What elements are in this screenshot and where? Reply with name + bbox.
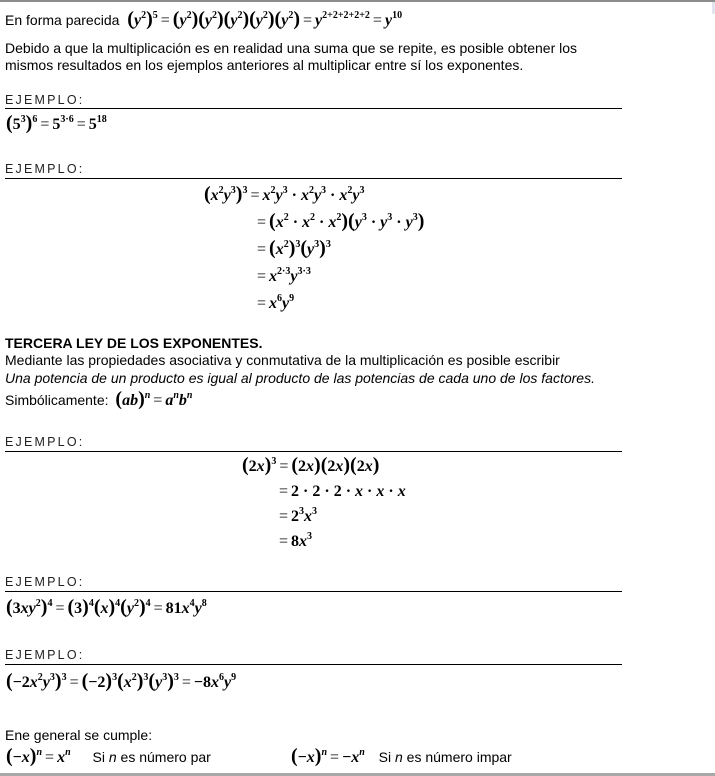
exp-sum: 2+2+2+2+2	[322, 10, 370, 21]
example2-derivation	[204, 182, 424, 317]
example-label: EJEMPLO:	[5, 162, 85, 176]
divider	[5, 451, 622, 452]
example3-derivation	[242, 454, 406, 554]
exp-result: 10	[392, 10, 403, 21]
example4-formula: $(3xy^2)^4 = (3)^4(x)^4(y^2)^4 = 81x^4y^8$	[6, 596, 207, 618]
window-top-border	[0, 0, 715, 2]
paragraph-line-1: Debido a que la multiplicación es en realidad una suma que se repite, es posible obtener los	[5, 40, 578, 56]
symbolic-formula: $(ab)^n = a^nb^n$	[115, 388, 193, 410]
step-2: = 2 · 2 · 2 · x · x · x	[279, 483, 406, 500]
intro-formula: $(y^2)^5 = (y^2)(y^2)(y^2)(y^2)(y^2) = y^{2+2+2+2+2} = y^{10}$	[127, 8, 403, 30]
symbolic-label: Simbólicamente:	[5, 392, 109, 408]
step-3: = $(x^2)^3(y^3)^3$	[257, 237, 331, 259]
paragraph-line-2: mismos resultados en los ejemplos anteriores al multiplicar entre sí los exponentes.	[5, 57, 524, 73]
general-even-rule	[6, 745, 211, 767]
general-lead: Ene general se cumple:	[5, 727, 153, 743]
divider	[5, 664, 622, 665]
intro-lead: En forma parecida	[5, 12, 120, 28]
example-label: EJEMPLO:	[5, 435, 85, 449]
section-line-1: Mediante las propiedades asociativa y conmutativa de la multiplicación es posible escribir	[5, 352, 560, 368]
example-label: EJEMPLO:	[5, 575, 85, 589]
general-odd-rule	[291, 745, 512, 767]
example1-formula: $(5^3)^6 = 5^{3\cdot 6} = 5^{18}$	[6, 112, 107, 134]
section-title: TERCERA LEY DE LOS EXPONENTES.	[5, 335, 263, 351]
example5-formula: $(-2x^2y^3)^3 = (-2)^3(x^2)^3(y^3)^3 = -8x^6y^9$	[6, 670, 237, 692]
step-1: $(2x)^3 = (2x)(2x)(2x)$	[242, 454, 380, 476]
divider	[5, 108, 622, 109]
divider	[5, 591, 622, 592]
odd-formula: $(-x)^n = -x^n$	[291, 745, 365, 767]
step-5: = $x^6y^9$	[257, 293, 295, 312]
symbolic-line	[5, 388, 193, 410]
intro-line	[5, 8, 403, 30]
odd-condition: Si n es número impar	[378, 749, 512, 765]
even-condition: Si n es número par	[92, 749, 211, 765]
even-formula: $(-x)^n = x^n$	[6, 745, 71, 767]
divider	[5, 178, 622, 179]
step-3: = $2^3x^3$	[279, 506, 318, 525]
step-1: $(x^2y^3)^3 = x^2y^3 \cdot x^2y^3 \cdot x^2y^3$	[204, 183, 365, 205]
step-4: = $x^{2\cdot 3}y^{3\cdot 3}$	[257, 266, 311, 285]
section-line-2: Una potencia de un producto es igual al producto de las potencias de cada uno de los factores.	[5, 370, 595, 386]
example-label: EJEMPLO:	[5, 648, 85, 662]
step-2: = $(x^2 \cdot x^2 \cdot x^2)(y^3 \cdot y^3 \cdot y^3)$	[257, 210, 425, 232]
step-4: = $8x^3$	[279, 531, 313, 550]
example-label: EJEMPLO:	[5, 93, 85, 107]
